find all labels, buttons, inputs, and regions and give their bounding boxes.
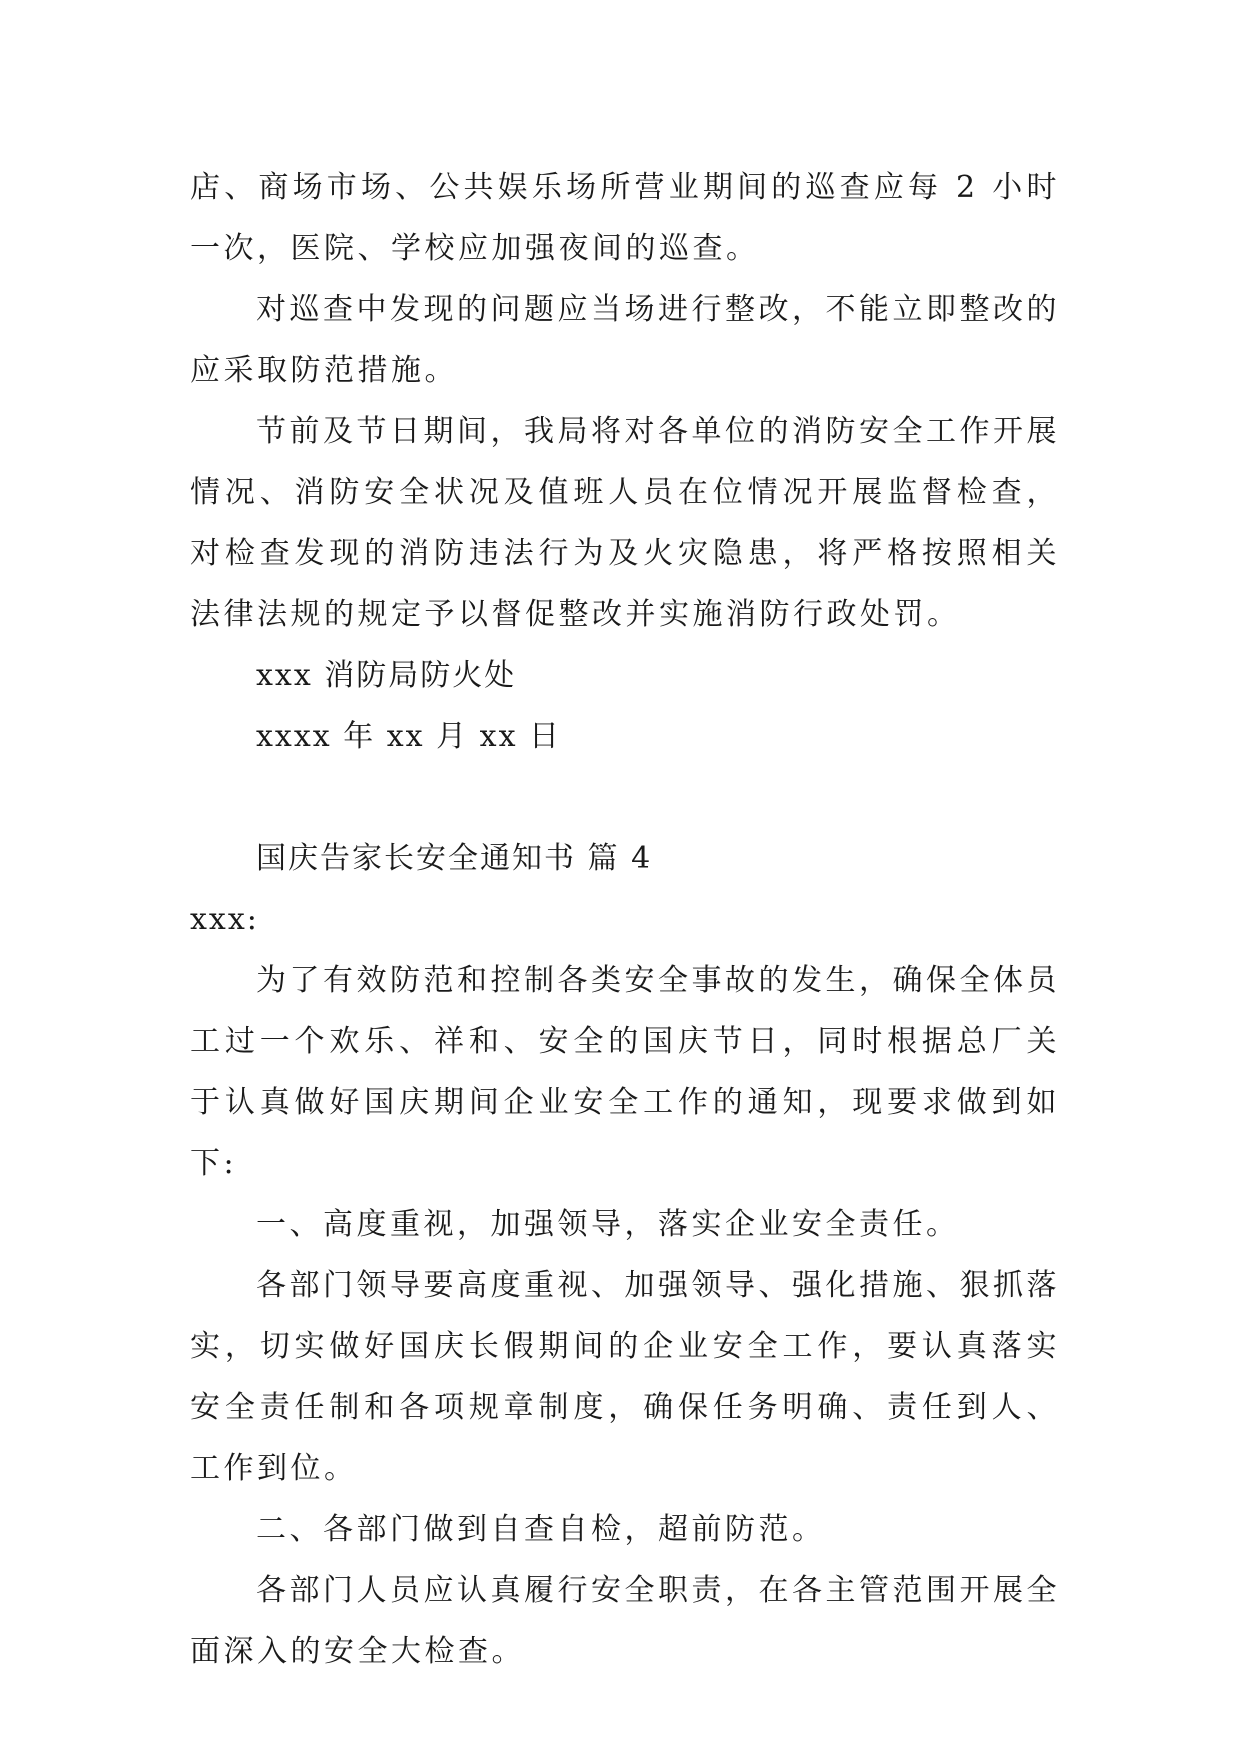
signature-organization: xxx 消防局防火处 [256, 658, 517, 693]
document-body [190, 157, 1060, 1682]
salutation: xxx: [190, 902, 259, 937]
paragraph-inspection: 节前及节日期间，我局将对各单位的消防安全工作开展情况、消防安全状况及值班人员在位情况开展监督检查，对检查发现的消防违法行为及火灾隐患，将严格按照相关法律法规的规定予以督促整改并实施消防行政处罚。 [190, 414, 1060, 632]
section-heading: 国庆告家长安全通知书 篇 4 [256, 841, 653, 876]
paragraph-rectification: 对巡查中发现的问题应当场进行整改，不能立即整改的应采取防范措施。 [190, 292, 1060, 388]
paragraph-point-one-title: 一、高度重视，加强领导，落实企业安全责任。 [256, 1207, 960, 1242]
paragraph-patrol-frequency: 店、商场市场、公共娱乐场所营业期间的巡查应每 2 小时一次，医院、学校应加强夜间的巡查。 [190, 170, 1060, 266]
paragraph-point-two-body: 各部门人员应认真履行安全职责，在各主管范围开展全面深入的安全大检查。 [190, 1573, 1060, 1669]
paragraph-intro: 为了有效防范和控制各类安全事故的发生，确保全体员工过一个欢乐、祥和、安全的国庆节日，同时根据总厂关于认真做好国庆期间企业安全工作的通知，现要求做到如下: [190, 963, 1060, 1181]
paragraph-point-two-title: 二、各部门做到自查自检，超前防范。 [256, 1512, 826, 1547]
section-spacer [190, 767, 1060, 828]
paragraph-point-one-body: 各部门领导要高度重视、加强领导、强化措施、狠抓落实，切实做好国庆长假期间的企业安全工作，要认真落实安全责任制和各项规章制度，确保任务明确、责任到人、工作到位。 [190, 1268, 1060, 1486]
signature-date: xxxx 年 xx 月 xx 日 [256, 719, 562, 754]
